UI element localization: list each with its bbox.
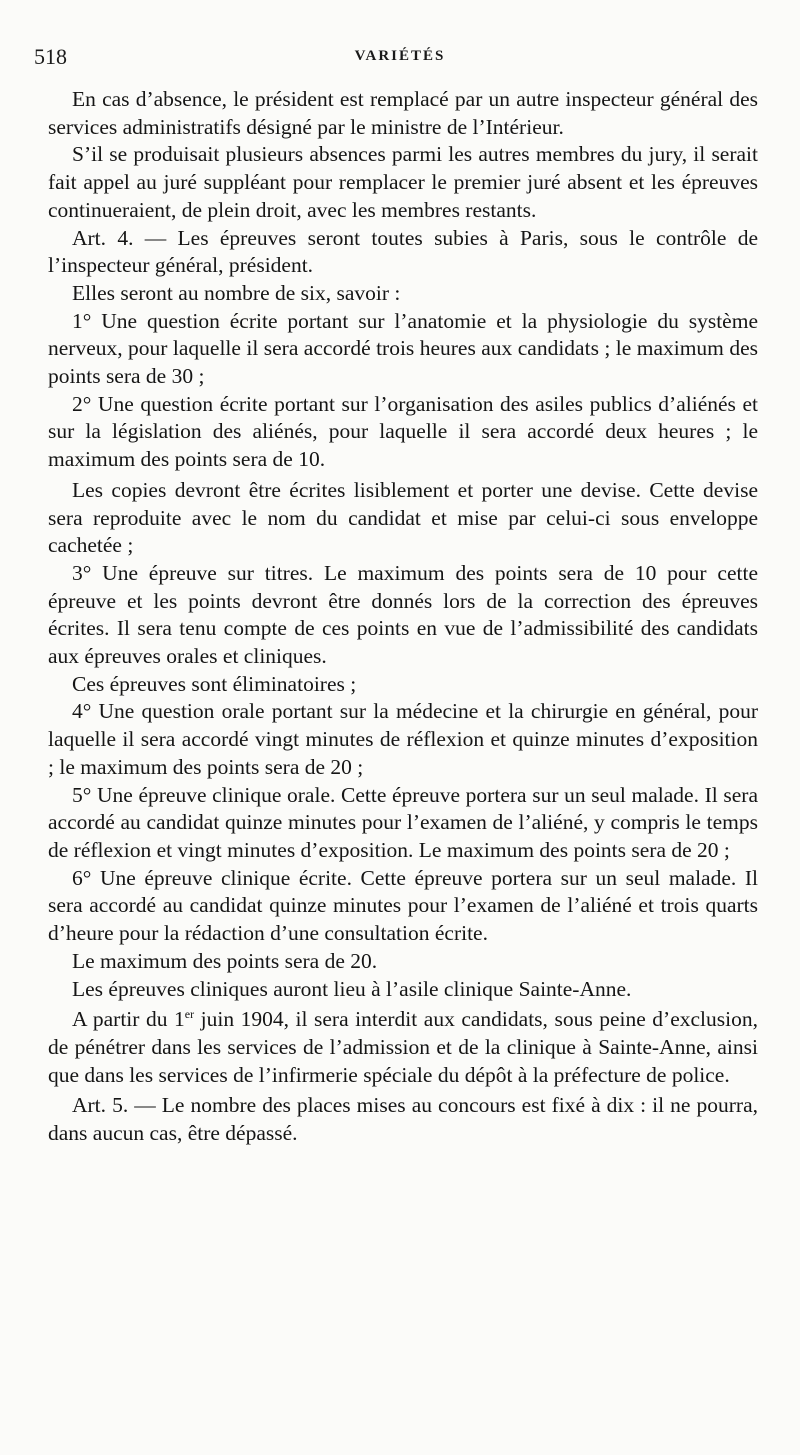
paragraph-clinical-location: Les épreuves cliniques auront lieu à l’asile clinique Sainte-Anne. xyxy=(72,976,632,1001)
paragraph-absences-jury: S’il se produisait plusieurs absences parmi les autres membres du jury, il serait fait appel au juré suppléant pour remplacer le premier juré absent et les épreuves continueraient, de plein droit, avec les membres restants. xyxy=(48,142,758,222)
paragraph-test-3: 3° Une épreuve sur titres. Le maximum des points sera de 10 pour cette épreuve et les points devront être donnés lors de la correction des épreuves écrites. Il sera tenu compte de ces points en vue de l’admissibilité des candidats aux épreuves orales et cliniques. xyxy=(48,560,758,669)
june-text-start: A partir du 1 xyxy=(72,1007,185,1032)
paragraph-max-points: Le maximum des points sera de 20. xyxy=(72,948,378,973)
paragraph-absence-president: En cas d’absence, le président est remplacé par un autre inspecteur général des services administratifs désigné par le ministre de l’Intérieur. xyxy=(48,87,758,139)
paragraph-eliminatory: Ces épreuves sont éliminatoires ; xyxy=(72,671,357,696)
paragraph-june-1904 xyxy=(48,1006,758,1089)
paragraph-six-tests: Elles seront au nombre de six, savoir : xyxy=(72,280,401,305)
ordinal-superscript: er xyxy=(184,1007,195,1022)
june-text-rest: juin 1904, il sera interdit aux candidats, sous peine d’exclusion, de pénétrer dans les services de l’admission et de la clinique à Sainte-Anne, ainsi que dans les services de l’infirmerie spéciale du dépôt à la préfecture de police. xyxy=(48,1007,758,1087)
paragraph-article-4: Art. 4. — Les épreuves seront toutes subies à Paris, sous le contrôle de l’inspecteur général, président. xyxy=(48,225,758,278)
paragraph-article-5: Art. 5. — Le nombre des places mises au concours est fixé à dix : il ne pourra, dans aucun cas, être dépassé. xyxy=(48,1093,758,1146)
page-number: 518 xyxy=(34,44,67,69)
paragraph-test-1: 1° Une question écrite portant sur l’anatomie et la physiologie du système nerveux, pour laquelle il sera accordé trois heures aux candidats ; le maximum des points sera de 30 ; xyxy=(48,308,758,389)
paragraph-test-5: 5° Une épreuve clinique orale. Cette épreuve portera sur un seul malade. Il sera accordé au candidat quinze minutes pour l’examen de l’aliéné, y compris le temps de réflexion et vingt minutes d’exposition. Le maximum des points sera de 20 ; xyxy=(48,782,758,862)
paragraph-test-2: 2° Une question écrite portant sur l’organisation des asiles publics d’aliénés et sur la législation des aliénés, pour laquelle il sera accordé deux heures ; le maximum des points sera de 10. xyxy=(48,391,758,472)
paragraph-copies: Les copies devront être écrites lisiblement et porter une devise. Cette devise sera reproduite avec le nom du candidat et mise par celui-ci sous enveloppe cachetée ; xyxy=(48,477,758,558)
paragraph-test-6: 6° Une épreuve clinique écrite. Cette épreuve portera sur un seul malade. Il sera accordé au candidat quinze minutes pour l’examen de l’aliéné et trois quarts d’heure pour la rédaction d’une consultation écrite. xyxy=(48,865,758,946)
paragraph-test-4: 4° Une question orale portant sur la médecine et la chirurgie en général, pour laquelle il sera accordé vingt minutes de réflexion et quinze minutes d’exposition ; le maximum des points sera de 20 ; xyxy=(48,699,758,779)
section-title: VARIÉTÉS xyxy=(354,48,446,64)
running-head xyxy=(30,44,770,74)
body-text xyxy=(48,86,758,1148)
